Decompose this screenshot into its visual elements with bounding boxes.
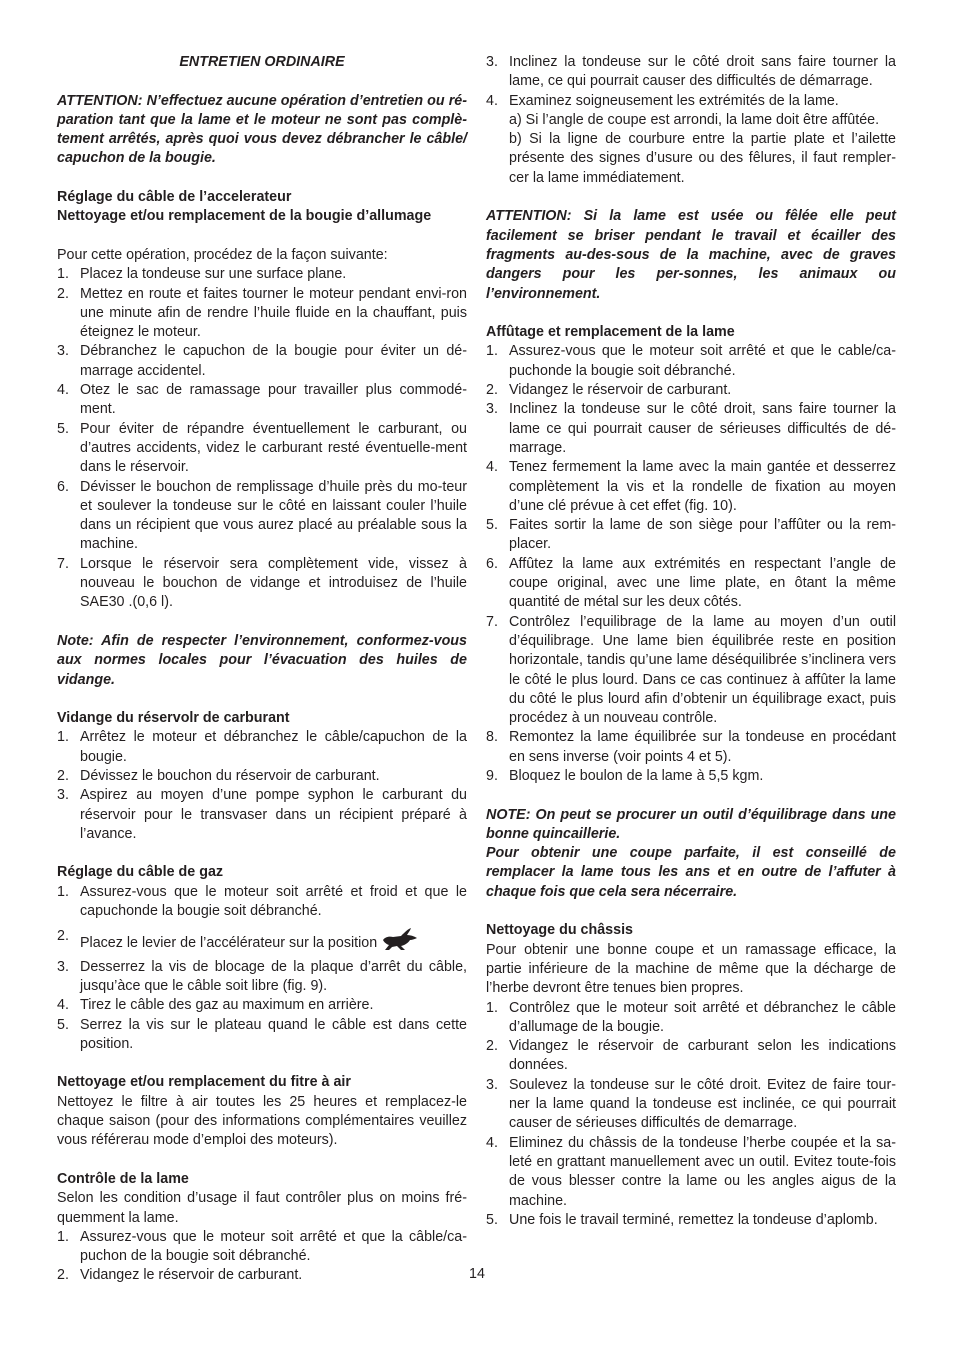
list-item: 4. Examinez soigneusement les extrémités de la lame. [486, 92, 839, 109]
chassis-cleaning-steps [486, 999, 896, 1231]
list-item: 1. Arrêtez le moteur et débranchez le câble/capuchon de la bougie. [57, 729, 467, 765]
list-item: 4. Tirez le câble des gaz au maximum en arrière. [57, 997, 374, 1014]
list-item: 2. Vidangez le réservoir de carburant. [57, 1267, 303, 1284]
list-item: 3. Desserrez la vis de blocage de la plaque d’arrêt du câble, jusqu’àce que le câble soit libre (fig. 9). [57, 958, 467, 994]
rabbit-icon [381, 927, 419, 957]
list-item: 1. Assurez-vous que le moteur soit arrêté et que la câble/ca-puchon de la bougie soit débranché. [57, 1228, 467, 1265]
section-title: ENTRETIEN ORDINAIRE [179, 54, 345, 70]
list-item: 2. Mettez en route et faites tourner le moteur pendant envi-ron une minute afin de rendre l’huile fluide en la chauffant, puis éteignez le moteur. [57, 285, 467, 341]
list-item: 2. Placez le levier de l’accélérateur sur la position [57, 927, 467, 957]
tool-note: NOTE: On peut se procurer un outil d’équilibrage dans une bonne quincaillerie. [486, 806, 896, 842]
list-item: 3. Inclinez la tondeuse sur le côté droit, sans faire tourner la lame ce qui pourrait causer de sérieuses difficultés de dé-marrage. [486, 401, 896, 456]
air-filter-text: Nettoyez le filtre à air toutes les 25 heures et remplacez-le chaque saison (pour des informations complémentaires veuillez vous référerau mode d’emploi des moteurs). [57, 1093, 467, 1149]
list-item: 6. Dévisser le bouchon de remplissage d’huile près du mo-teur et soulever la tondeuse sur le côté en laissant couler l’huile dans un récipient que vous aurez placé au préalable sous la machine. [57, 478, 467, 553]
list-item: 3. Débranchez le capuchon de la bougie pour éviter un dé-marrage accidentel. [57, 343, 467, 379]
heading-air-filter: Nettoyage et/ou remplacement du fitre à air [57, 1074, 351, 1091]
environment-note: Note: Afin de respecter l’environnement, conformez-vous aux normes locales pour l’évacuation des huiles de vidange. [57, 632, 467, 688]
sub-item-a: a) Si l’angle de coupe est arrondi, la lame doit être affûtée. [509, 111, 880, 128]
heading-spark-plug: Nettoyage et/ou remplacement de la bougie d’allumage [57, 208, 432, 225]
sub-item-b: b) Si la ligne de courbure entre la partie plate et l’ailette présente des signes d’usure ou des fêlures, il faut rempler-cer la lame immédiatement. [509, 131, 896, 186]
blade-check-text: Selon les condition d’usage il faut contrôler plus on moins fré-quemment la lame. [57, 1190, 467, 1226]
heading-throttle-cable: Réglage du câble de gaz [57, 864, 224, 881]
list-item: 3. Aspirez au moyen d’une pompe syphon le carburant du réservoir pour le transvaser dans un récipient préparé à l’avance. [57, 787, 467, 842]
list-item: 1. Contrôlez que le moteur soit arrêté et débranchez le câble d’allumage de la bougie. [486, 999, 896, 1035]
list-item: 3. Inclinez la tondeuse sur le côté droit sans faire tourner la lame, ce qui pourrait causer des difficultés de démarrage. [486, 54, 896, 90]
list-item: 7. Lorsque le réservoir sera complètement vide, vissez à nouveau le bouchon de vidange et introduisez de l’huile SAE30 .(0,6 l). [57, 555, 467, 611]
heading-blade-check: Contrôle de la lame [57, 1170, 189, 1187]
heading-blade-sharpening: Affûtage et remplacement de la lame [486, 324, 735, 341]
page-number: 14 [469, 1266, 485, 1282]
list-item: 4. Tenez fermement la lame avec la main gantée et desserrez complètement la vis et la rondelle de fixation au moyen d’une clé prévue à cet effet (fig. 10). [486, 459, 896, 514]
throttle-cable-steps [57, 883, 467, 1054]
list-item: 1. Assurez-vous que le moteur soit arrêté et que le cable/ca-puchonde la bougie soit débranché. [486, 343, 896, 379]
list-item: 8. Remontez la lame équilibrée sur la tondeuse en procédant en sens inverse (voir points 4 et 5). [486, 729, 896, 765]
list-item: 2. Vidangez le réservoir de carburant. [486, 382, 732, 399]
blade-sharpening-steps [486, 342, 896, 786]
list-item: 5. Une fois le travail terminé, remettez la tondeuse d’aplomb. [486, 1211, 878, 1228]
replacement-note: Pour obtenir une coupe parfaite, il est conseillé de remplacer la lame tous les ans et en outre de l’affuter à chaque fois que cela sera nécerraire. [486, 845, 896, 900]
blade-attention-warning: ATTENTION: Si la lame est usée ou fêlée elle peut facilement se briser pendant le travail et écailler des fragments au-des-sous de la machine, avec de graves dangers pour les per-sonnes, les animaux ou l’environnement. [486, 208, 896, 302]
list-item: 5. Serrez la vis sur le plateau quand le câble est dans cette position. [57, 1016, 467, 1052]
list-item: 5. Faites sortir la lame de son siège pour l’affûter ou la rem-placer. [486, 517, 896, 553]
list-item: 1. Placez la tondeuse sur une surface plane. [57, 266, 347, 283]
list-item: 1. Assurez-vous que le moteur soit arrêté et froid et que le capuchonde la bougie soit débranché. [57, 883, 467, 920]
list-item: 7. Contrôlez l’equilibrage de la lame au moyen d’un outil d’équilibrage. Une lame bien équilibrée reste en position horizontale, tandis qu’une lame déséquilibrée s’inclinera vers le côté le plus lourd. Dans ce cas continuez à affûter la lame du côté le plus lourd afin d’obtenir un équilibrage exact, puis procédez à un nouveau contrôle. [486, 613, 896, 727]
list-item: 2. Dévissez le bouchon du réservoir de carburant. [57, 767, 380, 784]
list-item: 4. Otez le sac de ramassage pour travailler plus commodé-ment. [57, 382, 467, 418]
fuel-drain-steps [57, 728, 467, 844]
intro-text: Pour cette opération, procédez de la façon suivante: [57, 246, 388, 263]
heading-chassis-cleaning: Nettoyage du châssis [486, 922, 633, 939]
chassis-cleaning-text: Pour obtenir une bonne coupe et un ramassage efficace, la partie inférieure de la machine de même que la décharge de l’herbe devront être tenues bien propres. [486, 941, 896, 997]
heading-fuel-drain: Vidange du réservolr de carburant [57, 710, 290, 727]
heading-accelerator-cable: Réglage du câble de l’accelerateur [57, 189, 292, 206]
list-item: 9. Bloquez le boulon de la lame à 5,5 kgm. [486, 767, 764, 784]
list-item: 3. Soulevez la tondeuse sur le côté droit. Evitez de faire tour-ner la lame quand la tondeuse est inclinée, ce qui pourrait causer de sérieuses difficultés de demarrage. [486, 1076, 896, 1132]
left-column [57, 53, 467, 1286]
list-item: 2. Vidangez le réservoir de carburant selon les indications données. [486, 1038, 896, 1074]
attention-warning: ATTENTION: N’effectuez aucune opération d’entretien ou ré-paration tant que la lame et le moteur ne sont pas complè-tement arrêtés, après quoi vous devez débrancher le câble/ capuchon de la bougie. [57, 92, 467, 167]
oil-change-steps [57, 265, 467, 612]
list-item: 5. Pour éviter de répandre éventuellement le carburant, ou d’autres accidents, videz le carburant resté éventuelle-ment dans le réservoir. [57, 420, 467, 476]
right-column [486, 53, 896, 1230]
blade-check-steps-continued [486, 53, 896, 111]
list-item: 6. Affûtez la lame aux extrémités en respectant l’angle de coupe original, avec une lime plate, en ôtant la même quantité de métal sur les deux côtés. [486, 555, 896, 611]
list-item: 4. Eliminez du châssis de la tondeuse l’herbe coupée et la sa-leté en grattant manuellement avec un outil. Evitez toute-fois de vous blesser contre la lame ou les angles aigus de la machine. [486, 1134, 896, 1209]
